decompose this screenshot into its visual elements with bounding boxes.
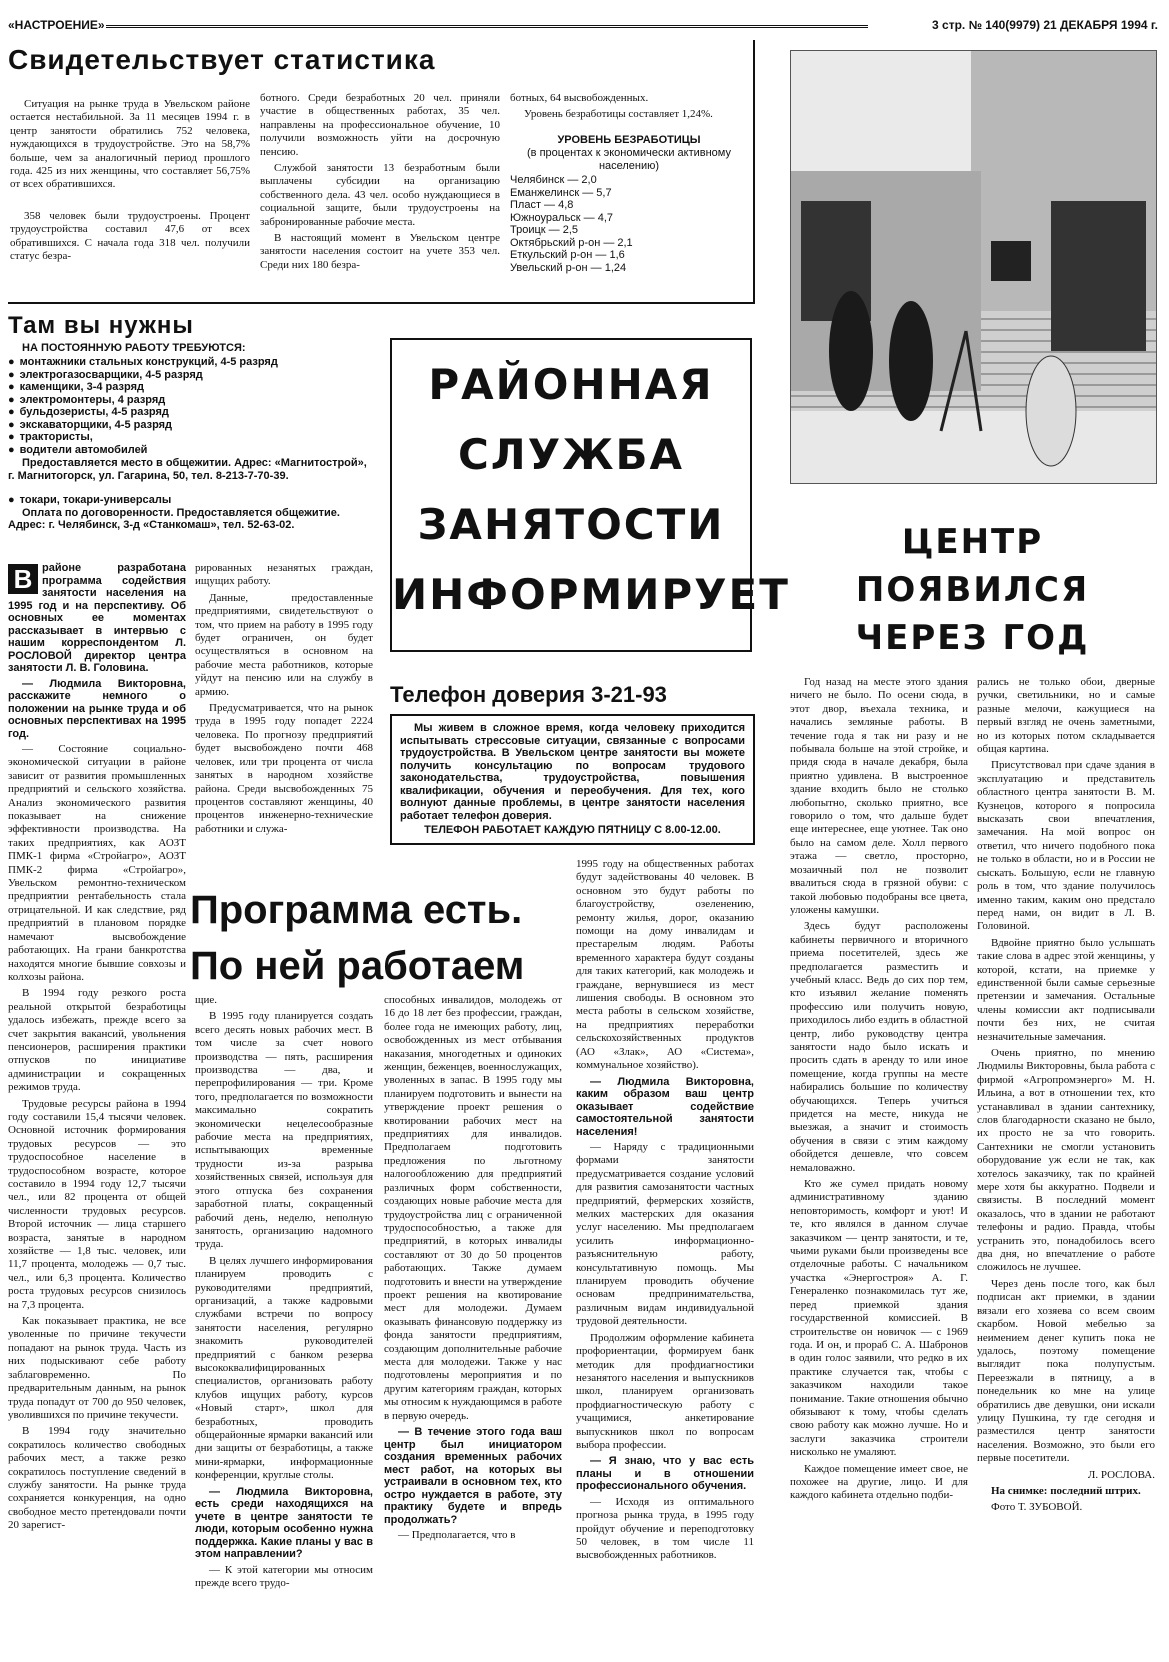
- interview-question: — Я знаю, что у вас есть планы и в отношении профессионального обучения.: [576, 1455, 754, 1493]
- unemployment-table-title: УРОВЕНЬ БЕЗРАБОТИЦЫ: [557, 133, 701, 146]
- title-line: По ней работаем: [190, 944, 525, 988]
- jobs-note-1: Предоставляется место в общежитии. Адрес: «Магнитострой», г. Магнитогорск, ул. Гагарина, 50, тел. 8-213-7-70-39.: [8, 457, 367, 482]
- paragraph: В целях лучшего информирования планируем проводить с руководителями предприятий, организаций, а также кадровыми службами встречи по вопросу занятости населения, регулярно знакомить руководителей предприятий с банком резерва высококвалифицированных специалистов, организовать работу клубов ищущих работу, курсов «Новый старт», школ для безработных, проводить общерайонные ярмарки вакансий или дни защиты от безработицы, а также мини-ярмарки, информационные конференции, круглые столы.: [195, 1254, 373, 1482]
- unemployment-row: Пласт — 4,8: [510, 199, 574, 212]
- paragraph: Ситуация на рынке труда в Увельском районе остается нестабильной. За 11 месяцев 1994 г. в центр занятости обратились 752 человека, нуждающихся в трудоустройстве. Это на 58,7% больше, чем за аналогичный период прошлого года. 425 из них женщины, что составляет 56,75% от всех обратившихся.: [10, 98, 250, 191]
- interview-question: — Людмила Викторовна, расскажите немного о положении на рынке труда и об основных перспективах на 1995 год.: [8, 677, 186, 740]
- paragraph: — Наряду с традиционными формами занятости предусматривается создание условий для развития самозанятости частных предприятий, фермерских хозяйств, мелких мастерских для оказания услуг населению. Мы предполагаем усилить информационно-разъяснительную работу, консультативную помощь. Мы планируем проводить обучение основам предпринимательства, различным видам индивидуальной трудовой деятельности.: [576, 1141, 754, 1328]
- paragraph: Трудовые ресурсы района в 1994 году составили 15,4 тысячи человек. Основной источник формирования трудовых ресурсов — это трудоспособное население в трудоспособном возрасте, которое составило в 1994 году 12,7 тысячи чел., или 82 процента от общей численности трудовых ресурсов. Второй источник — лица старшего возраста, занятые в народном хозяйстве — 1,8 тыс. человек, или 11,7 процента, молодежь — 0,7 тыс. чел., или 6,3 процента. Количество роста трудовых ресурсов снизилось на 7,3 процента.: [8, 1097, 186, 1311]
- paragraph: Кто же сумел придать новому административному зданию неповторимость, комфорт и уют! И те, кто являлся в данном случае заказчиком — центр занятости, и те, чьими руками были произведены все отделочные работы. С начальником участка «Энергостроя» А. Г. Генераленко познакомилась тут же, перед приемкой здания государственной комиссией. В строительстве он новичок — с 1969 года. И он, и прораб С. А. Шабронов в один голос заявили, что редко в их практике случается так, чтобы с заказчиком находили такое понимание. Такие отношения обычно обязывают к тому, чтобы сделать свою работу как можно лучше. Но и заслуги заказчика строители нисколько не умаляют.: [790, 1178, 968, 1459]
- paragraph: ботного. Среди безработных 20 чел. приняли участие в общественных работах, 35 чел. направлены на профессиональное обучение, 10 получили возможность уйти на досрочную пенсию.: [260, 92, 500, 158]
- paragraph: Продолжим оформление кабинета профориентации, формируем банк методик для профдиагностики незанятого населения и выпускников школ, планируем организовать профдиагностическую работу с учащимися, анкетирование выпускников школ по вопросам выбора профессии.: [576, 1331, 754, 1451]
- paragraph: 1995 году на общественных работах будут задействованы 40 человек. В основном это будут работы по благоустройству, озеленению, ремонту жилья, дорог, оказанию помощи на дому инвалидам и престарелым людям. Работы временного характера будут созданы для таких категорий, как молодежь и граждане, вернувшиеся из мест лишения свободы. В основном это места работы в сельском хозяйстве, на предприятиях переработки сельскохозяйственных продуктов (АО «Злак», АО «Система», коммунальное хозяйство).: [576, 858, 754, 1072]
- paragraph: Через день после того, как был подписан акт приемки, в здании вязали его хозяева со всем своим скарбом. Новой мебелью за неимением денег купить пока не удалось, поэтому помещение выглядит пока полупустым. Переезжали в пятницу, а в понедельник ко мне на улице обратились две девушки, они искали улицу Пушкина, ту где сегодня и разместился центр занятости населения. Возможно, это были его первые посетители.: [977, 1277, 1155, 1465]
- program-col-1: [195, 994, 373, 1593]
- title-line: ЦЕНТР: [901, 522, 1044, 562]
- author-signature: Л. РОСЛОВА.: [1087, 1468, 1155, 1481]
- title-line: ЗАНЯТОСТИ: [417, 500, 725, 549]
- paragraph: щие.: [195, 994, 217, 1006]
- jobs-list-2: [8, 494, 373, 507]
- hotline-title: Телефон доверия 3-21-93: [390, 682, 667, 707]
- job-item: ● бульдозеристы, 4-5 разряд: [8, 406, 373, 419]
- job-item: ● трактористы,: [8, 431, 373, 444]
- service-informs-box: [390, 338, 790, 652]
- title-line: ИНФОРМИРУЕТ: [392, 570, 790, 619]
- paragraph: Вдвойне приятно было услышать такие слова в адрес этой женщины, у которой, кстати, на приемке у единственной были самые серьезные претензии и замечания. Остальные члены комиссии акт подписывали почти без них, не считая незначительные замечания.: [977, 936, 1155, 1043]
- hotline-text: Мы живем в сложное время, когда человеку приходится испытывать стрессовые ситуации, связанные с вопросами трудоустройства. В Увельском центре занятости вы можете получить консультацию по вопросам трудового законодательства, трудоустройства, повышения квалификации, обучения и переобучения. Для тех, кого волнуют данные проблемы, в центре занятости населения работает телефон доверия.: [400, 722, 745, 822]
- jobs-section: [8, 312, 373, 532]
- issue-info: 3 стр. № 140(9979) 21 ДЕКАБРЯ 1994 г.: [932, 18, 1158, 32]
- paragraph: Очень приятно, по мнению Людмилы Викторовны, была работа с фирмой «Агропромэнерго» М. Н. Ильина, а вот в отношении тех, кто устанавливал в здании сантехнику, слов благодарности сказано не было, их просто не за что говорить. Сантехники не смогли установить оборудование уж если не так, как хотелось заказчику, так по крайней мере хотя бы аккуратно. Подвели и связисты. В последний момент оказалось, что в здании не работают телефоны и радио. Правда, чтобы устранить это, понадобилось всего два дня, но впечатление о работе сложилось не лучшее.: [977, 1046, 1155, 1274]
- center-col-1: [790, 676, 968, 1506]
- stats-title: Свидетельствует статистика: [8, 44, 436, 75]
- paragraph: В 1994 году резкого роста реальной открытой безработицы удалось избежать, прежде всего за счет закрытия вакансий, увольнения пенсионеров, расширения практики отпусков по инициативе администрации и сокращенных режимов труда.: [8, 987, 186, 1094]
- paragraph: 358 человек были трудоустроены. Процент трудоустройства составил 47,6 от всех обратившихся. С начала года 318 чел. получили статус безра-: [10, 209, 250, 263]
- paragraph: Год назад на месте этого здания ничего не было. По осени сюда, в этот двор, въехала техника, и начались земляные работы. В течение года я так ни разу и не побывала больше на этой стройке, и придя сюда в начале декабря, была приятно удивлена. В выстроенное здание входить было не столько любопытно, сколько приятно, все говорило о том, что дальше будет еще интереснее, еще уютнее. Так оно было на самом деле. Холл первого этажа — светло, просторно, мозаичный пол не позволит ввалиться сюда в грязной обуви: с такой любовью подобраны все цвета, уложены камушки.: [790, 676, 968, 916]
- unemployment-row: Еманжелинск — 5,7: [510, 186, 612, 199]
- stats-section: [8, 40, 755, 304]
- unemployment-row: Южноуральск — 4,7: [510, 211, 614, 224]
- title-line: ПОЯВИЛСЯ: [855, 570, 1090, 610]
- job-item: ● экскаваторщики, 4-5 разряд: [8, 419, 373, 432]
- unemployment-row: Троицк — 2,5: [510, 224, 578, 237]
- title-line: ЧЕРЕЗ ГОД: [855, 618, 1090, 658]
- job-item: ● монтажники стальных конструкций, 4-5 разряд: [8, 356, 373, 369]
- center-article-title: [790, 518, 1155, 662]
- unemployment-row: Еткульский р-он — 1,6: [510, 249, 625, 262]
- photo-credit: Фото Т. ЗУБОВОЙ.: [991, 1501, 1083, 1514]
- paragraph: Уровень безработицы составляет 1,24%.: [524, 108, 713, 121]
- photo-caption: На снимке: последний штрих.: [991, 1484, 1141, 1497]
- paragraph: В настоящий момент в Увельском центре занятости населения состоит на учете 353 чел. Среди них 180 безра-: [260, 232, 500, 271]
- paragraph: Каждое помещение имеет свое, не похожее на другие, лицо. И для каждого кабинета отдельно подби-: [790, 1462, 968, 1502]
- interview-question: — Людмила Викторовна, каким образом ваш центр оказывает содействие самостоятельной занятости населения!: [576, 1075, 754, 1138]
- jobs-list: [8, 356, 373, 456]
- hotline-schedule: ТЕЛЕФОН РАБОТАЕТ КАЖДУЮ ПЯТНИЦУ С 8.00-12.00.: [424, 824, 721, 836]
- center-col-2: [977, 676, 1155, 1518]
- stats-col-2: [260, 92, 500, 275]
- title-line: Программа есть.: [190, 888, 523, 932]
- jobs-title: Там вы нужны: [8, 312, 194, 339]
- paragraph: рались не только обои, дверные ручки, светильники, но и самые разные мелочи, кажущиеся на первый взгляд не очень заметными, но из которых потом складывается общая картина.: [977, 676, 1155, 756]
- interview-question: — Людмила Викторовна, есть среди находящихся на учете в центре занятости те люди, которым особенно нужна поддержка. Какие планы у вас в этом направлении?: [195, 1485, 373, 1561]
- program-col-3: [576, 858, 754, 1566]
- paragraph: ботных, 64 высвобожденных.: [510, 92, 649, 104]
- newspaper-header: [8, 14, 1158, 36]
- paragraph: Службой занятости 13 безработным были выплачены субсидии на организацию собственного дела. 43 чел. особо нуждающиеся в социальной защите, были трудоустроены на забронированные рабочие места.: [260, 162, 500, 228]
- paragraph: В 1995 году планируется создать всего десять новых рабочих мест. В том числе за счет нового производства — пять, расширения производства — два, и перепрофилирования — три. Кроме того, предполагается по возможности максимально сократить экономически нецелесообразные рабочие места на предприятиях, испытывающих временные трудности из-за разрыва хозяйственных связей, используя для этого отпуска без сохранения заработной платы, сокращенный рабочий день, неделю, неполную занятость, организацию надомного труда.: [195, 1010, 373, 1251]
- header-rule: [106, 25, 868, 28]
- hotline-section: [390, 682, 755, 845]
- title-line: СЛУЖБА: [457, 430, 685, 479]
- paragraph: Как показывает практика, не все уволенные по причине текучести попадают на рынок труда. Часть из них подыскивают себе работу заблаговременно. По предварительным данным, на рынок труда попадут от 700 до 950 человек, уволившихся по причине текучести.: [8, 1315, 186, 1421]
- job-item: ● водители автомобилей: [8, 444, 373, 457]
- interview-col-2: [195, 562, 373, 839]
- paragraph: В 1994 году значительно сократилось количество свободных рабочих мест, а также резко сократилось поступление сведений в службу занятости. На рынке труда сохраняется конкуренция, на одно свободное место претендовали почти 20 зарегист-: [8, 1425, 186, 1532]
- unemployment-row: Октябрьский р-он — 2,1: [510, 236, 633, 249]
- building-photo: [790, 50, 1157, 484]
- paragraph: рированных незанятых граждан, ищущих работу.: [195, 562, 373, 588]
- paragraph: — Состояние социально-экономической ситуации в районе зависит от развития промышленных предприятий и сельского хозяйства. Анализ экономического развития показывает на снижение эффективности производства. На таких предприятиях, как АОЗТ ПМК-1 фирма «Стройагро», АОЗТ ПМК-2 фирма «Стройагро», Увельском ремонтно-техническом предприятии рентабельность стала отрицательной. И как следствие, ряд предприятий в плановом порядке намечают высвобождение работающих. На грани банкротства находятся многие бывшие совхозы и колхозы района.: [8, 743, 186, 983]
- program-col-2: [384, 994, 562, 1545]
- paragraph: — К этой категории мы относим прежде всего трудо-: [195, 1563, 373, 1590]
- unemployment-row: Увельский р-он — 1,24: [510, 261, 627, 274]
- jobs-subtitle: НА ПОСТОЯННУЮ РАБОТУ ТРЕБУЮТСЯ:: [22, 342, 246, 354]
- dropcap-letter: В: [8, 564, 38, 594]
- job-item: ● электрогазосварщики, 4-5 разряд: [8, 369, 373, 382]
- paragraph: Данные, предоставленные предприятиями, свидетельствуют о том, что прием на работу в 1995 году будет ограничен, он будет осуществляться в основном на рабочие места работников, которые уйдут на пенсию или на службу в армию.: [195, 591, 373, 698]
- title-line: РАЙОННАЯ: [428, 360, 714, 409]
- jobs-note-2: Оплата по договоренности. Предоставляется общежитие. Адрес: г. Челябинск, 3-д «Станкомаш», тел. 52-63-02.: [8, 506, 340, 531]
- paragraph: — Предполагается, что в: [398, 1529, 516, 1541]
- building-photo-illustration: [791, 51, 1156, 483]
- unemployment-table-subtitle: (в процентах к экономически активному населению): [527, 147, 731, 172]
- job-item: ● каменщики, 3-4 разряд: [8, 381, 373, 394]
- interview-intro: районе разработана программа содействия занятости населения на 1995 год и на перспективу. Об основных ее моментах рассказывает в интервью с нашим корреспондентом Л. РОСЛОВОЙ директор центра занятости Л. В. Головина.: [8, 562, 186, 674]
- job-item: ● электромонтеры, 4 разряд: [8, 394, 373, 407]
- interview-col-1: [8, 562, 186, 1536]
- newspaper-name: «НАСТРОЕНИЕ»: [8, 18, 105, 32]
- interview-question: — В течение этого года ваш центр был инициатором создания временных рабочих мест работ, на которых вы устраивали в основном тех, кто остро нуждается в работе, эту практику будете и впредь продолжать?: [384, 1426, 562, 1526]
- unemployment-table: [510, 174, 748, 274]
- paragraph: Присутствовал при сдаче здания в эксплуатацию и представитель областного центра занятости В. М. Кузнецов, которого я попросила высказать свои впечатления, замечания. На мой вопрос он ответил, что ничего подобного пока не только в области, но и в России не сыскать. Большую, если не главную роль в том, что здание получилось именно таким, каким оно предстало перед нами, он видит в Л. В. Головиной.: [977, 759, 1155, 933]
- stats-col-1: [10, 98, 250, 266]
- program-title: [190, 882, 570, 994]
- paragraph: — Исходя из оптимального прогноза рынка труда, в 1995 году пройдут обучение и переподготовку 50 человек, в том числе 11 высвобожденных работников.: [576, 1495, 754, 1562]
- hotline-box: [390, 714, 755, 845]
- job-item: ● токари, токари-универсалы: [8, 494, 373, 507]
- paragraph: Предусматривается, что на рынок труда в 1995 году попадет 2224 человека. По прогнозу предприятий будет высвобождено почти 468 человек, или три процента от числа занятых в народном хозяйстве района. Среди высвобожденных 75 процентов составляют женщины, 40 процентов инженерно-технические работники и служа-: [195, 702, 373, 835]
- paragraph: способных инвалидов, молодежь от 16 до 18 лет без профессии, граждан, более года не имеющих работу, лиц, освобожденных из мест отбывания наказания, многодетных и одиноких женщин, беженцев, военнослужащих, уволенных в запас. В 1995 году мы планируем подготовить и вынести на утверждение проект решения о квотировании рабочих мест на предприятиях для инвалидов. Предполагаем подготовить предложения по льготному налогообложению для предприятий различных форм собственности, создающих новые рабочие места для трудоустройства лиц с ограниченной трудоспособностью, а также для предприятий, в которых инвалиды составляют от 30 до 50 процентов работающих. Также думаем подготовить и внести на утверждение проект решения на квотирование мест для молодежи. Думаем оказывать финансовую поддержку из фонда занятости предприятиям, создающим дополнительные рабочие места для молодежи. Также у нас подготовлены мероприятия и по другим категориям граждан, которых мы относим к нуждающимся в работе в первую очередь.: [384, 994, 563, 1422]
- paragraph: Здесь будут расположены кабинеты первичного и вторичного приема посетителей, здесь же предполагается разместить и учебный класс. Ведь до сих пор тем, кто изъявил желание поменять профессию или получить новую, приходилось либо ездить в областной центр, либо руководству центра занятости надо было искать и просить сдать в аренду то или иное помещение, когда группы на месте набирались большие по количеству обучающихся. Теперь учиться придется на месте, никуда не выезжая, а значит и стоимость обучения в связи с этим каждому обойдется дешевле, что совсем немаловажно.: [790, 920, 968, 1174]
- stats-col-3: [510, 92, 748, 274]
- unemployment-row: Челябинск — 2,0: [510, 174, 597, 187]
